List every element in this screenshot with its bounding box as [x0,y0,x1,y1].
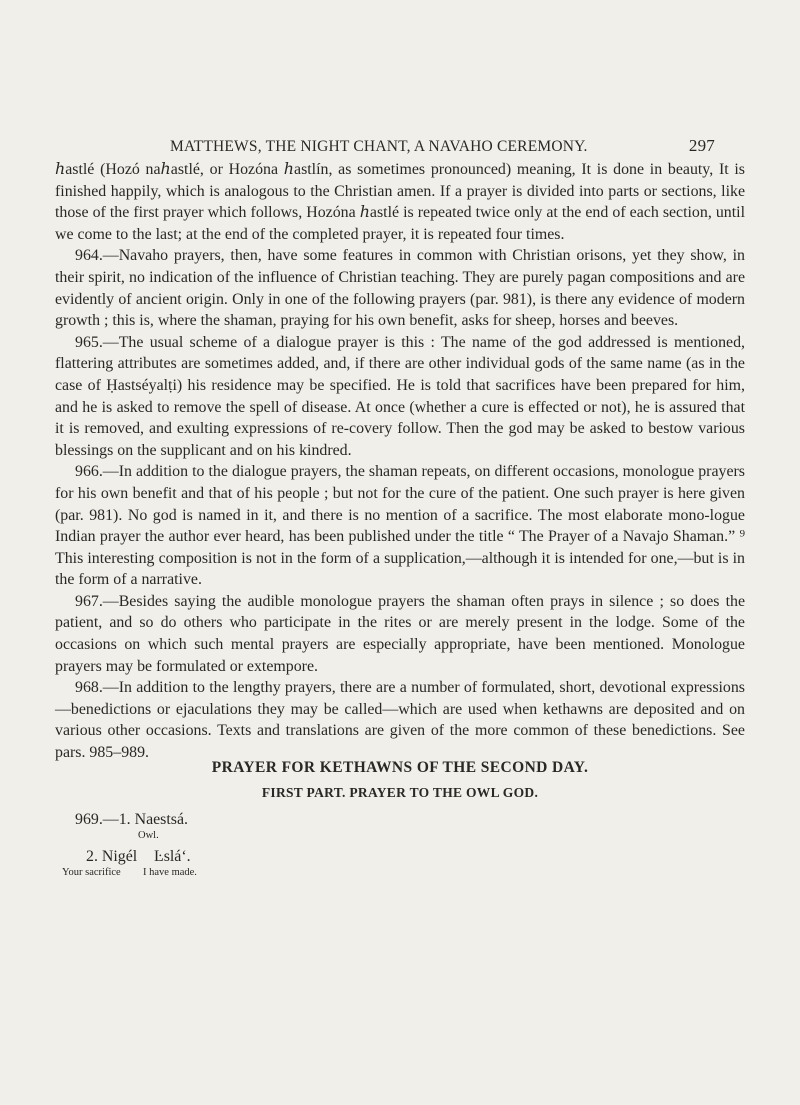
paragraph-964: 964.—Navaho prayers, then, have some features in common with Christian orisons, yet they show, in their spirit, no indication of the influence of Christian teaching. They are purely pagan compositions and are evidently of ancient origin. Only in one of the following prayers (par. 981), is there any evidence of modern growth ; this is, where the shaman, praying for his own benefit, asks for sheep, horses and beeves. [55,247,745,330]
page-number: 297 [688,136,715,155]
verse-969-line-2 [62,848,197,878]
gloss-word: Your sacrifice [62,867,121,878]
verse-969-line-1 [75,811,188,841]
gloss-word: I have made. [143,867,197,878]
body-text [55,159,745,764]
verse-word: Ŀslá‘. [154,848,191,865]
verse-gloss [62,867,197,878]
paragraph-968: 968.—In addition to the lengthy prayers, there are a number of formulated, short, devotional expressions—benedictions or ejaculations they may be called—which are used when kethawns are deposited and on various other occasions. Texts and translations are given of the more common of these benedictions. See pars. 985–989. [55,679,745,762]
paragraph-966: 966.—In addition to the dialogue prayers, the shaman repeats, on different occasions, monologue prayers for his own benefit and that of his people ; but not for the cure of the patient. One such prayer is here given (par. 981). No god is named in it, and there is no mention of a sacrifice. The most elaborate mono-logue Indian prayer the author ever heard, has been published under the title “ The Prayer of a Navajo Shaman.” ⁹ This interesting composition is not in the form of a supplication,—although it is intended for one,—but is in the form of a narrative. [55,463,745,589]
verse-text: 969.—1. Naestsá. [75,811,188,828]
paragraph-967: 967.—Besides saying the audible monologue prayers the shaman often prays in silence ; so does the patient, and so do others who participate in the rites or are merely present in the lodge. Some of the occasions on which such mental prayers are especially appropriate, have been mentioned. Monologue prayers may be formulated or extempore. [55,592,745,675]
section-heading: PRAYER FOR KETHAWNS OF THE SECOND DAY. [211,759,589,776]
running-title: MATTHEWS, THE NIGHT CHANT, A NAVAHO CEREMONY. [170,138,588,155]
verse-text [75,848,197,866]
verse-gloss: Owl. [138,830,159,841]
verse-word: 2. Nigél [86,848,138,865]
section-subheading: FIRST PART. PRAYER TO THE OWL GOD. [261,785,539,800]
paragraph-continuation: ℎastlé (Hozó naℎastlé, or Hozóna ℎastlín, as sometimes pronounced) meaning, It is done in beauty, It is finished happily, which is analogous to the Christian amen. If a prayer is divided into parts or sections, like those of the first prayer which follows, Hozóna ℎastlé is repeated twice only at the end of each section, until we come to the last; at the end of the completed prayer, it is repeated four times. [55,161,745,243]
paragraph-965: 965.—The usual scheme of a dialogue prayer is this : The name of the god addressed is mentioned, flattering attributes are sometimes added, and, if there are other individual gods of the same name (as in the case of Ḥastséyalṭi) his residence may be specified. He is told that sacrifices have been prepared for him, and he is asked to remove the spell of disease. At once (whether a cure is effected or not), he is assured that it is removed, and exulting expressions of re-covery follow. Then the god may be asked to bestow various blessings on the supplicant and on his kindred. [55,333,745,459]
